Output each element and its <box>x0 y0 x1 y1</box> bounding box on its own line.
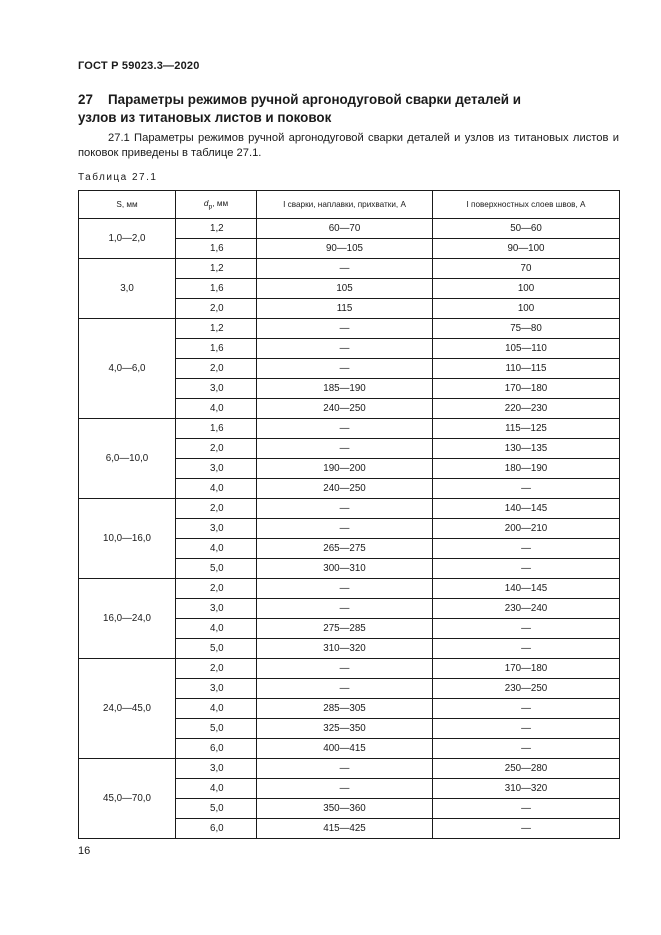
cell-current-surface: — <box>433 799 620 819</box>
cell-current-weld: 190—200 <box>257 459 433 479</box>
cell-current-weld: — <box>257 679 433 699</box>
cell-thickness: 45,0—70,0 <box>79 759 176 839</box>
cell-electrode-diameter: 6,0 <box>176 819 257 839</box>
cell-electrode-diameter: 4,0 <box>176 619 257 639</box>
table-row <box>79 259 620 279</box>
table-row <box>79 319 620 339</box>
cell-current-weld: — <box>257 419 433 439</box>
cell-electrode-diameter: 3,0 <box>176 379 257 399</box>
cell-electrode-diameter: 1,6 <box>176 419 257 439</box>
cell-current-weld: 285—305 <box>257 699 433 719</box>
cell-current-weld: — <box>257 599 433 619</box>
cell-current-surface: 310—320 <box>433 779 620 799</box>
table-row <box>79 759 620 779</box>
cell-current-surface: — <box>433 699 620 719</box>
cell-electrode-diameter: 5,0 <box>176 559 257 579</box>
cell-electrode-diameter: 1,6 <box>176 339 257 359</box>
header-d-subscript: р <box>208 203 213 211</box>
cell-electrode-diameter: 2,0 <box>176 439 257 459</box>
header-i-surface: I поверхностных слоев швов, А <box>433 191 620 219</box>
cell-electrode-diameter: 4,0 <box>176 539 257 559</box>
cell-thickness: 10,0—16,0 <box>79 499 176 579</box>
cell-current-surface: 110—115 <box>433 359 620 379</box>
cell-thickness: 24,0—45,0 <box>79 659 176 759</box>
cell-current-surface: 230—240 <box>433 599 620 619</box>
cell-current-weld: 90—105 <box>257 239 433 259</box>
cell-current-surface: 220—230 <box>433 399 620 419</box>
cell-current-weld: 300—310 <box>257 559 433 579</box>
table-body <box>79 219 620 839</box>
cell-current-surface: 230—250 <box>433 679 620 699</box>
cell-electrode-diameter: 5,0 <box>176 719 257 739</box>
cell-current-weld: — <box>257 779 433 799</box>
cell-current-weld: — <box>257 259 433 279</box>
cell-current-weld: — <box>257 579 433 599</box>
cell-current-weld: 275—285 <box>257 619 433 639</box>
table-row <box>79 499 620 519</box>
cell-current-surface: 100 <box>433 279 620 299</box>
cell-current-weld: 115 <box>257 299 433 319</box>
header-d-unit: , мм <box>212 198 229 208</box>
table-row <box>79 579 620 599</box>
cell-electrode-diameter: 6,0 <box>176 739 257 759</box>
cell-current-surface: — <box>433 619 620 639</box>
document-code: ГОСТ Р 59023.3—2020 <box>78 60 200 72</box>
table-row <box>79 659 620 679</box>
cell-electrode-diameter: 4,0 <box>176 479 257 499</box>
cell-current-weld: — <box>257 339 433 359</box>
cell-electrode-diameter: 1,2 <box>176 259 257 279</box>
cell-thickness: 6,0—10,0 <box>79 419 176 499</box>
cell-thickness: 16,0—24,0 <box>79 579 176 659</box>
cell-current-surface: 75—80 <box>433 319 620 339</box>
cell-current-weld: — <box>257 319 433 339</box>
table-header-row <box>79 191 620 219</box>
cell-current-weld: 325—350 <box>257 719 433 739</box>
cell-current-surface: — <box>433 539 620 559</box>
cell-electrode-diameter: 2,0 <box>176 579 257 599</box>
cell-current-surface: 250—280 <box>433 759 620 779</box>
cell-current-weld: — <box>257 759 433 779</box>
cell-current-surface: 200—210 <box>433 519 620 539</box>
cell-current-surface: 170—180 <box>433 379 620 399</box>
section-title <box>78 91 558 127</box>
header-s: S, мм <box>79 191 176 219</box>
cell-current-surface: 100 <box>433 299 620 319</box>
cell-current-surface: — <box>433 739 620 759</box>
cell-electrode-diameter: 5,0 <box>176 799 257 819</box>
cell-current-surface: 70 <box>433 259 620 279</box>
cell-current-weld: 60—70 <box>257 219 433 239</box>
header-d <box>176 191 257 219</box>
table-row <box>79 219 620 239</box>
cell-electrode-diameter: 4,0 <box>176 399 257 419</box>
header-d-symbol: d <box>203 198 209 208</box>
cell-current-weld: 350—360 <box>257 799 433 819</box>
cell-electrode-diameter: 1,2 <box>176 319 257 339</box>
cell-current-weld: — <box>257 499 433 519</box>
table-row <box>79 419 620 439</box>
cell-current-weld: — <box>257 659 433 679</box>
page-number: 16 <box>78 845 91 857</box>
cell-current-weld: 415—425 <box>257 819 433 839</box>
cell-current-weld: 265—275 <box>257 539 433 559</box>
cell-electrode-diameter: 3,0 <box>176 759 257 779</box>
section-number: 27 <box>78 92 93 107</box>
cell-current-surface: — <box>433 559 620 579</box>
welding-parameters-table <box>78 190 620 839</box>
cell-current-surface: 140—145 <box>433 499 620 519</box>
cell-electrode-diameter: 3,0 <box>176 459 257 479</box>
cell-electrode-diameter: 5,0 <box>176 639 257 659</box>
section-title-text: Параметры режимов ручной аргонодуговой сварки деталей и узлов из титановых листов и поковок <box>78 92 521 125</box>
cell-current-weld: 185—190 <box>257 379 433 399</box>
cell-current-surface: 170—180 <box>433 659 620 679</box>
cell-current-surface: 105—110 <box>433 339 620 359</box>
cell-electrode-diameter: 2,0 <box>176 499 257 519</box>
table-caption: Таблица 27.1 <box>78 172 158 183</box>
cell-electrode-diameter: 3,0 <box>176 679 257 699</box>
cell-electrode-diameter: 4,0 <box>176 779 257 799</box>
cell-electrode-diameter: 2,0 <box>176 659 257 679</box>
cell-current-weld: 310—320 <box>257 639 433 659</box>
cell-current-weld: — <box>257 519 433 539</box>
cell-current-weld: 400—415 <box>257 739 433 759</box>
cell-current-surface: 140—145 <box>433 579 620 599</box>
cell-thickness: 3,0 <box>79 259 176 319</box>
cell-electrode-diameter: 1,6 <box>176 279 257 299</box>
cell-current-weld: — <box>257 439 433 459</box>
cell-thickness: 1,0—2,0 <box>79 219 176 259</box>
cell-electrode-diameter: 1,6 <box>176 239 257 259</box>
cell-current-surface: 115—125 <box>433 419 620 439</box>
cell-current-weld: — <box>257 359 433 379</box>
cell-current-surface: 180—190 <box>433 459 620 479</box>
cell-current-surface: — <box>433 719 620 739</box>
cell-current-weld: 240—250 <box>257 399 433 419</box>
cell-current-surface: 90—100 <box>433 239 620 259</box>
cell-current-surface: — <box>433 819 620 839</box>
cell-current-surface: 50—60 <box>433 219 620 239</box>
cell-electrode-diameter: 3,0 <box>176 519 257 539</box>
cell-electrode-diameter: 3,0 <box>176 599 257 619</box>
cell-current-surface: — <box>433 639 620 659</box>
cell-electrode-diameter: 1,2 <box>176 219 257 239</box>
cell-thickness: 4,0—6,0 <box>79 319 176 419</box>
cell-current-weld: 105 <box>257 279 433 299</box>
cell-current-weld: 240—250 <box>257 479 433 499</box>
cell-current-surface: 130—135 <box>433 439 620 459</box>
cell-electrode-diameter: 4,0 <box>176 699 257 719</box>
intro-paragraph: 27.1 Параметры режимов ручной аргонодуговой сварки деталей и узлов из титановых листов и поковок приведены в таблице 27.1. <box>78 132 619 159</box>
cell-electrode-diameter: 2,0 <box>176 359 257 379</box>
cell-current-surface: — <box>433 479 620 499</box>
header-i-weld: I сварки, наплавки, прихватки, А <box>257 191 433 219</box>
cell-electrode-diameter: 2,0 <box>176 299 257 319</box>
